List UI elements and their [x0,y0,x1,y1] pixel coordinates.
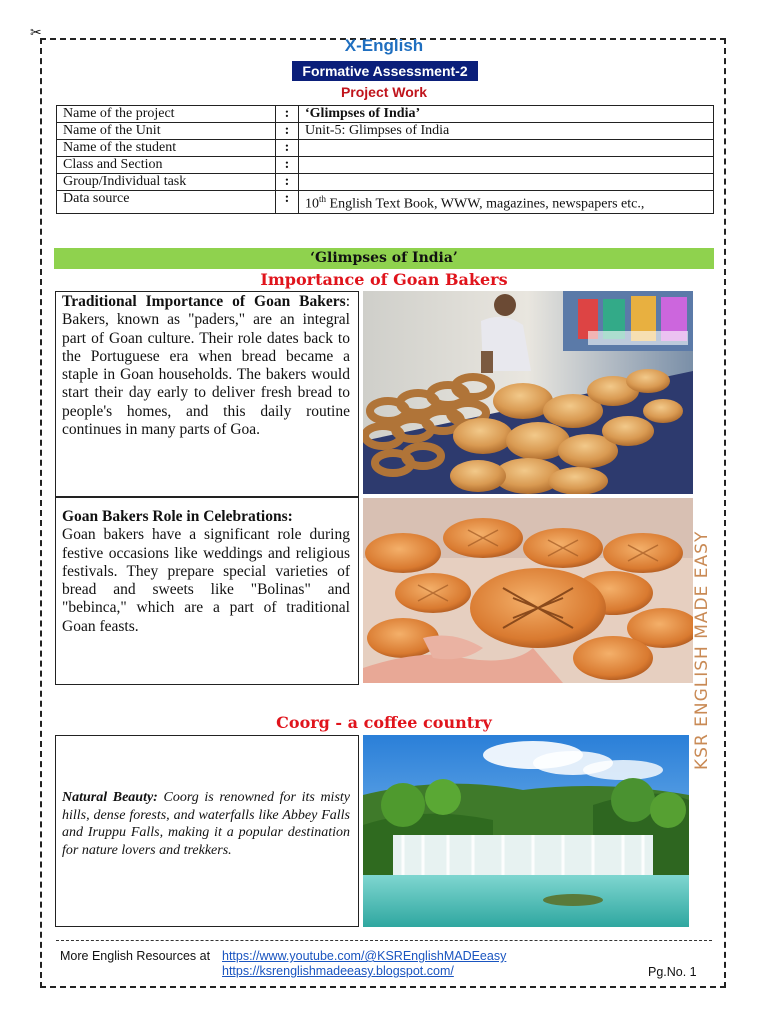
row-label: Name of the project [57,106,276,123]
bolinhas-sweets-photo [363,498,693,683]
row-separator: : [276,140,299,157]
row-separator: : [276,191,299,214]
table-row [57,106,714,123]
table-row [57,191,714,214]
watermark-text: KSR ENGLISH MADE EASY [692,530,712,770]
footer-divider [56,940,712,941]
table-row [57,174,714,191]
row-separator: : [276,123,299,140]
data-source-ordinal: th [319,194,327,204]
scissors-icon: ✂ [30,25,42,41]
blog-link[interactable]: https://ksrenglishmadeeasy.blogspot.com/ [222,964,454,978]
table-row [57,123,714,140]
footer-label: More English Resources at [60,949,211,963]
task-type-value[interactable] [299,174,714,191]
subject-title: X-English [344,36,424,55]
row-label: Group/Individual task [57,174,276,191]
table-row [57,140,714,157]
natural-beauty-text [62,789,350,859]
row-separator: : [276,174,299,191]
data-source-number: 10 [305,196,319,212]
traditional-heading: Traditional Importance of Goan Bakers [62,293,346,310]
data-source-value [299,191,714,214]
coorg-waterfall-photo [363,735,689,927]
class-section-value[interactable] [299,157,714,174]
unit-name-value: Unit-5: Glimpses of India [299,123,714,140]
data-source-text: English Text Book, WWW, magazines, newspapers etc., [326,196,645,212]
row-label: Name of the student [57,140,276,157]
celebrations-text [62,508,350,636]
topic-banner: ‘Glimpses of India’ [54,248,714,269]
project-work-title: Project Work [340,84,428,100]
row-separator: : [276,106,299,123]
table-row [57,157,714,174]
goan-bread-stall-photo [363,291,693,494]
youtube-link[interactable]: https://www.youtube.com/@KSREnglishMADEeasy [222,949,507,963]
celebrations-heading: Goan Bakers Role in Celebrations: [62,508,293,525]
project-info-table [56,105,714,214]
row-label: Data source [57,191,276,214]
traditional-body: : Bakers, known as "paders," are an integral part of Goan culture. Their role dates back to the Portuguese era when bread became a staple in Goan households. The bakers would start their day early to deliver fresh bread to people's homes, and this daily routine continues in many parts of Goa. [62,293,350,439]
student-name-value[interactable] [299,140,714,157]
celebrations-body: Goan bakers have a significant role during festive occasions like weddings and religious festivals. They prepare special varieties of bread and sweets like "Bolinas" and "bebinca," which are a part of traditional Goan feasts. [62,526,350,635]
row-label: Name of the Unit [57,123,276,140]
project-name-value: ‘Glimpses of India’ [299,106,714,123]
row-separator: : [276,157,299,174]
row-label: Class and Section [57,157,276,174]
natural-beauty-body: Coorg is renowned for its misty hills, dense forests, and waterfalls like Abbey Falls and Iruppu Falls, making it a popular destination for nature lovers and trekkers. [62,790,350,858]
assessment-title: Formative Assessment-2 [292,61,478,81]
page-number: Pg.No. 1 [648,965,697,979]
section-title-coorg: Coorg - a coffee country [276,713,492,732]
section-title-goan-bakers: Importance of Goan Bakers [260,270,508,289]
traditional-importance-text [62,293,350,439]
natural-beauty-heading: Natural Beauty: [62,790,158,805]
